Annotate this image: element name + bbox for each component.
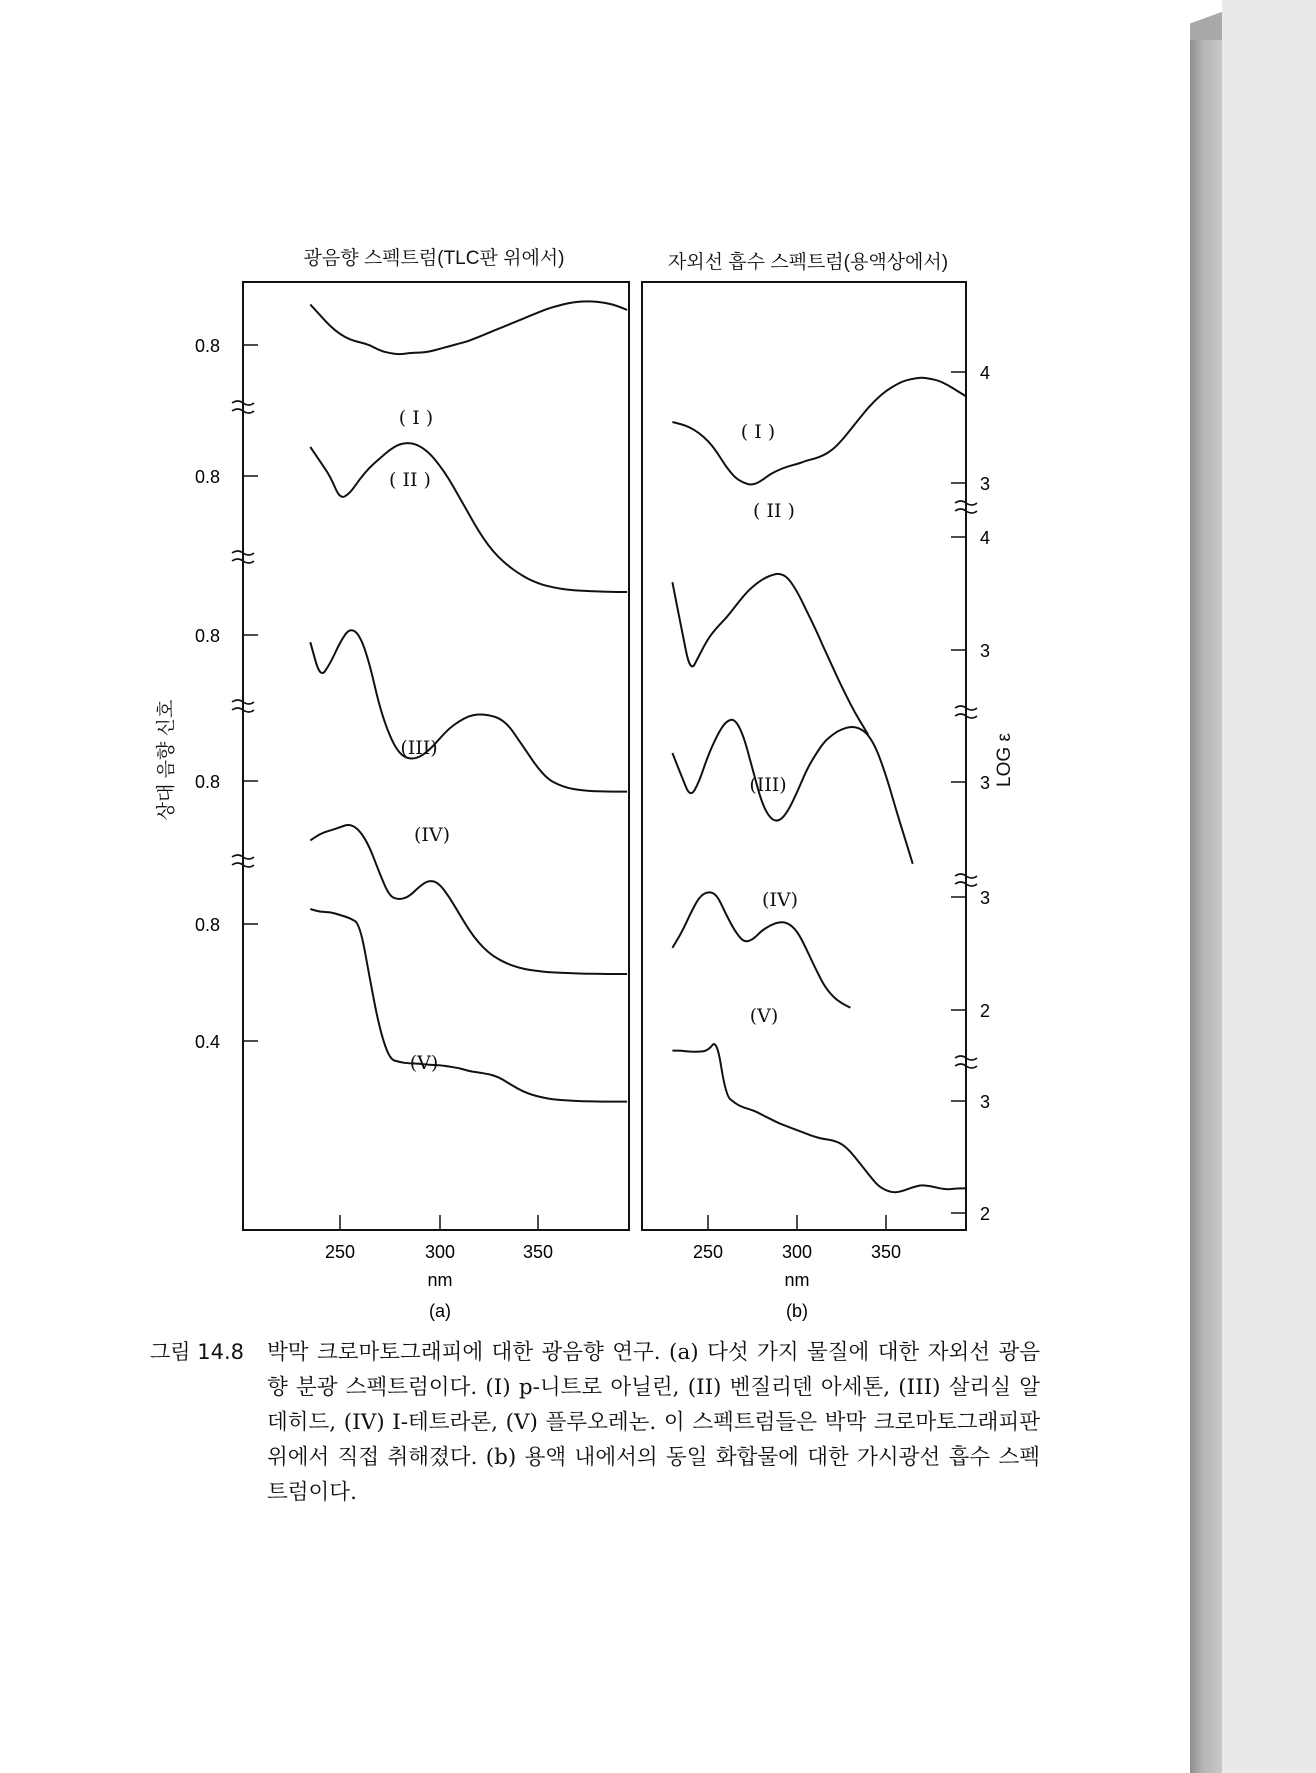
panel-b-x-unit: nm	[784, 1270, 810, 1290]
panel-b-frame	[642, 282, 966, 1230]
spectrum-curve-3	[310, 630, 627, 791]
panel-a-y-tick-label: 0.8	[194, 772, 220, 792]
panel-b-y-tick-label: 3	[980, 1092, 991, 1112]
curve-label-v: (V)	[409, 1052, 439, 1074]
panel-a-y-tick-label: 0.8	[194, 626, 220, 646]
panel-a-y-tick-label: 0.8	[194, 915, 220, 935]
caption-text: 박막 크로마토그래피에 대한 광음향 연구. (a) 다섯 가지 물질에 대한 자외선 광음향 분광 스펙트럼이다. (I) p-니트로 아닐린, (II) 벤질리덴 아세톤, (III) 살리실 알데히드, (IV) I-테트라론, (V) 플루오레논. 이 스펙트럼들은 박막 크로마토그래피판 위에서 직접 취해졌다. (b) 용액 내에서의 동일 화합물에 대한 가시광선 흡수 스펙트럼이다.	[267, 1340, 1040, 1505]
panel-a-title: 광음향 스펙트럼(TLC판 위에서)	[303, 248, 565, 269]
panel-b-y-tick-label: 2	[980, 1204, 991, 1224]
panel-b-x-ticks	[693, 1215, 901, 1262]
curve-label-iv: (IV)	[413, 824, 451, 846]
panel-a-x-tick-label: 300	[424, 1242, 456, 1262]
curve-label-ii: ( II )	[753, 500, 795, 522]
panel-b-curves	[672, 378, 966, 1192]
panel-a-y-tick-label: 0.4	[194, 1032, 220, 1052]
panel-a-curve-labels	[389, 407, 450, 1074]
panel-b	[642, 250, 1015, 1321]
panel-b-y-tick-label: 2	[980, 1001, 991, 1021]
figure-number: 그림 14.8	[150, 1340, 245, 1364]
panel-b-y-ticks	[951, 363, 990, 1224]
panel-a-x-unit: nm	[427, 1270, 453, 1290]
curve-label-i: ( I )	[740, 421, 776, 443]
panel-b-label: (b)	[786, 1301, 808, 1321]
panel-a-x-tick-label: 350	[522, 1242, 554, 1262]
page-corner	[1190, 0, 1222, 40]
page-edge-shadow	[1190, 0, 1222, 1773]
panel-b-curve-labels	[741, 421, 798, 1027]
curve-label-i: ( I )	[398, 407, 434, 429]
spectrum-curve-1	[672, 378, 966, 485]
panel-b-y-tick-label: 3	[980, 641, 991, 661]
panel-a-x-ticks	[325, 1215, 553, 1262]
panel-a-y-tick-label: 0.8	[194, 336, 220, 356]
panel-b-y-axis-label: LOG ε	[994, 733, 1015, 787]
curve-label-iv: (IV)	[761, 889, 799, 911]
panel-a-curves	[310, 301, 627, 1101]
spectrum-curve-1	[310, 301, 627, 354]
spectrum-curve-4	[310, 825, 627, 974]
spectrum-curve-5	[310, 909, 627, 1102]
panel-a-x-tick-label: 250	[324, 1242, 356, 1262]
panel-b-y-tick-label: 3	[980, 773, 991, 793]
curve-label-iii: (III)	[400, 737, 438, 759]
panel-a-y-axis-label: 상대 음향 신호	[156, 699, 177, 821]
panel-b-title: 자외선 흡수 스펙트럼(용액상에서)	[667, 252, 949, 273]
panel-a-label: (a)	[429, 1301, 451, 1321]
panel-b-y-tick-label: 4	[980, 363, 991, 383]
panel-b-x-tick-label: 300	[781, 1242, 813, 1262]
panel-a-y-ticks	[195, 336, 258, 1052]
curve-label-iii: (III)	[749, 774, 787, 796]
panel-a	[155, 247, 629, 1321]
spectrum-curve-5	[672, 1044, 966, 1192]
panel-b-x-tick-label: 250	[692, 1242, 724, 1262]
curve-label-v: (V)	[749, 1005, 779, 1027]
spectrum-curve-2	[672, 574, 868, 735]
panel-b-y-tick-label: 4	[980, 528, 991, 548]
panel-a-y-tick-label: 0.8	[194, 467, 220, 487]
panel-b-y-tick-label: 3	[980, 888, 991, 908]
spectrum-curve-3	[672, 720, 912, 864]
panel-b-y-tick-label: 3	[980, 474, 991, 494]
panel-b-x-tick-label: 350	[870, 1242, 902, 1262]
curve-label-ii: ( II )	[389, 469, 431, 491]
spectrum-curve-2	[310, 443, 627, 592]
